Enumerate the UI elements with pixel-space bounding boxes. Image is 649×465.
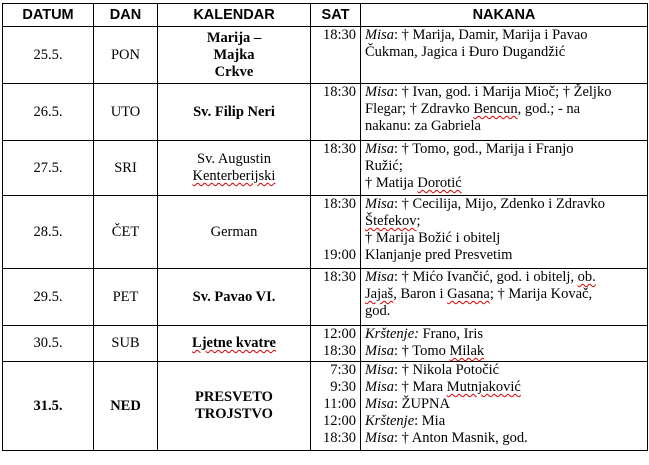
intent-line: † Marija Božić i obitelj bbox=[365, 230, 501, 246]
row-day: ČET bbox=[94, 196, 158, 269]
intent-label: Misa bbox=[365, 343, 394, 359]
row-day: NED bbox=[94, 362, 158, 451]
intent-name: Štefekov bbox=[365, 213, 417, 229]
time-slot: 18:30 bbox=[322, 141, 356, 157]
intent-label: Misa bbox=[365, 269, 394, 285]
table-row bbox=[3, 269, 648, 326]
intent-text: : † Tomo bbox=[394, 343, 450, 359]
row-intent bbox=[361, 27, 648, 84]
table-row bbox=[3, 362, 648, 451]
calendar-line: Majka bbox=[213, 46, 255, 63]
intent-text: : † Nikola Potočić bbox=[394, 362, 500, 378]
calendar-line: Sv. Augustin bbox=[197, 151, 271, 167]
time-slot: 18:30 bbox=[322, 269, 356, 285]
time-slot: 12:00 bbox=[322, 326, 356, 342]
calendar-line: PRESVETO bbox=[195, 389, 273, 405]
header-date: DATUM bbox=[3, 4, 94, 27]
row-time bbox=[311, 196, 361, 269]
intent-line bbox=[365, 413, 643, 430]
intent-text: : † Mićo Ivančić, god. i obitelj, bbox=[394, 269, 578, 285]
intent-line bbox=[365, 430, 643, 447]
row-calendar: Sv. Pavao VI. bbox=[158, 269, 311, 326]
row-intent bbox=[361, 196, 648, 269]
intent-line bbox=[365, 362, 643, 379]
intent-name: Bencun bbox=[473, 101, 518, 117]
row-date: 29.5. bbox=[3, 269, 94, 326]
intent-text: : † Marija, Damir, Marija i Pavao bbox=[394, 27, 588, 43]
intent-text: : † Mara bbox=[394, 379, 447, 395]
intent-line bbox=[365, 213, 643, 230]
header-calendar: KALENDAR bbox=[158, 4, 311, 27]
row-calendar bbox=[158, 27, 311, 84]
intent-label: Misa bbox=[365, 362, 394, 378]
intent-text: : † Ivan, god. i Marija Mioč; † Željko bbox=[394, 84, 612, 100]
intent-text: : † Tomo, god., Marija i Franjo bbox=[394, 141, 574, 157]
intent-text: † Matija bbox=[365, 175, 418, 191]
time-slot: 18:30 bbox=[322, 196, 356, 212]
intent-name: Jajaš bbox=[365, 286, 394, 302]
intent-label: Misa bbox=[365, 396, 394, 412]
intent-label: Krštenje bbox=[365, 413, 415, 429]
time-slot: 12:00 bbox=[322, 413, 356, 429]
intent-line bbox=[365, 175, 643, 192]
row-date: 30.5. bbox=[3, 326, 94, 362]
intent-line: Ružić; bbox=[365, 158, 403, 174]
table-row bbox=[3, 27, 648, 84]
intent-text: Frano, Iris bbox=[418, 326, 484, 342]
time-slot: 18:30 bbox=[322, 84, 356, 100]
intent-line bbox=[365, 269, 643, 286]
row-day: SUB bbox=[94, 326, 158, 362]
row-date: 26.5. bbox=[3, 84, 94, 141]
row-time bbox=[311, 326, 361, 362]
intent-line bbox=[365, 379, 643, 396]
row-calendar: Sv. Filip Neri bbox=[158, 84, 311, 141]
row-calendar bbox=[158, 141, 311, 196]
time-slot: 18:30 bbox=[322, 430, 356, 446]
intent-line bbox=[365, 84, 643, 101]
calendar-line: TROJSTVO bbox=[195, 406, 273, 422]
intent-line: Klanjanje pred Presvetim bbox=[365, 247, 513, 263]
intent-line bbox=[365, 27, 643, 44]
intent-name: Gasana bbox=[447, 286, 490, 302]
time-slot: 11:00 bbox=[323, 396, 356, 412]
intent-text: , god.; - na bbox=[517, 101, 581, 117]
header-row bbox=[3, 4, 648, 27]
row-intent bbox=[361, 84, 648, 141]
intent-label: Krštenje: bbox=[365, 326, 419, 342]
intent-line bbox=[365, 141, 643, 158]
time-slot: 18:30 bbox=[322, 343, 356, 359]
intent-name: Milak bbox=[449, 343, 485, 359]
row-intent bbox=[361, 141, 648, 196]
row-time bbox=[311, 141, 361, 196]
table-row bbox=[3, 141, 648, 196]
intent-label: Misa bbox=[365, 84, 394, 100]
intent-name: Dorotić bbox=[417, 175, 462, 191]
intent-line bbox=[365, 326, 643, 343]
intent-line bbox=[365, 343, 643, 360]
intent-label: Misa bbox=[365, 379, 394, 395]
row-date: 25.5. bbox=[3, 27, 94, 84]
time-slot: 9:30 bbox=[330, 379, 356, 395]
row-day: UTO bbox=[94, 84, 158, 141]
intent-label: Misa bbox=[365, 430, 394, 446]
intent-text: : Mia bbox=[414, 413, 446, 429]
table-row bbox=[3, 196, 648, 269]
calendar-line: Ljetne kvatre bbox=[192, 335, 276, 351]
intent-label: Misa bbox=[365, 27, 394, 43]
time-slot: 7:30 bbox=[330, 362, 356, 378]
intent-text: , Baron i bbox=[393, 286, 448, 302]
header-time: SAT bbox=[311, 4, 361, 27]
intent-name: ob. bbox=[577, 269, 596, 285]
intent-line bbox=[365, 286, 643, 303]
row-time bbox=[311, 362, 361, 451]
intent-line bbox=[365, 396, 643, 413]
row-day: PET bbox=[94, 269, 158, 326]
intent-text: Flegar; † Zdravko bbox=[365, 101, 474, 117]
intent-text: : ŽUPNA bbox=[394, 396, 450, 412]
intent-label: Misa bbox=[365, 196, 394, 212]
row-calendar bbox=[158, 326, 311, 362]
row-time bbox=[311, 27, 361, 84]
row-intent bbox=[361, 326, 648, 362]
intent-name: Mutnjaković bbox=[446, 379, 521, 395]
intent-line bbox=[365, 196, 643, 213]
intent-line bbox=[365, 101, 643, 118]
intent-line: god. bbox=[365, 303, 391, 319]
time-slot: 19:00 bbox=[322, 247, 356, 263]
row-time bbox=[311, 269, 361, 326]
intent-text: ; bbox=[416, 213, 421, 229]
row-day: SRI bbox=[94, 141, 158, 196]
row-intent bbox=[361, 269, 648, 326]
intent-line: nakanu: za Gabriela bbox=[365, 118, 481, 134]
intent-label: Misa bbox=[365, 141, 394, 157]
row-date: 27.5. bbox=[3, 141, 94, 196]
header-intent: NAKANA bbox=[361, 4, 648, 27]
calendar-line: Kenterberijski bbox=[192, 168, 276, 184]
row-date: 31.5. bbox=[3, 362, 94, 451]
time-slot: 18:30 bbox=[322, 27, 356, 43]
intent-text: : † Cecilija, Mijo, Zdenko i Zdravko bbox=[394, 196, 606, 212]
row-intent bbox=[361, 362, 648, 451]
intent-line: Čukman, Jagica i Đuro Dugandžić bbox=[365, 44, 566, 60]
calendar-line: Marija – bbox=[206, 29, 262, 46]
intent-text: : † Anton Masnik, god. bbox=[394, 430, 528, 446]
table-row bbox=[3, 84, 648, 141]
intent-text: ; † Marija Kovač, bbox=[489, 286, 593, 302]
row-calendar: German bbox=[158, 196, 311, 269]
row-time bbox=[311, 84, 361, 141]
calendar-line: Crkve bbox=[214, 63, 254, 80]
table-row bbox=[3, 326, 648, 362]
row-calendar bbox=[158, 362, 311, 451]
header-day: DAN bbox=[94, 4, 158, 27]
row-day: PON bbox=[94, 27, 158, 84]
row-date: 28.5. bbox=[3, 196, 94, 269]
mass-schedule-table bbox=[2, 3, 648, 451]
